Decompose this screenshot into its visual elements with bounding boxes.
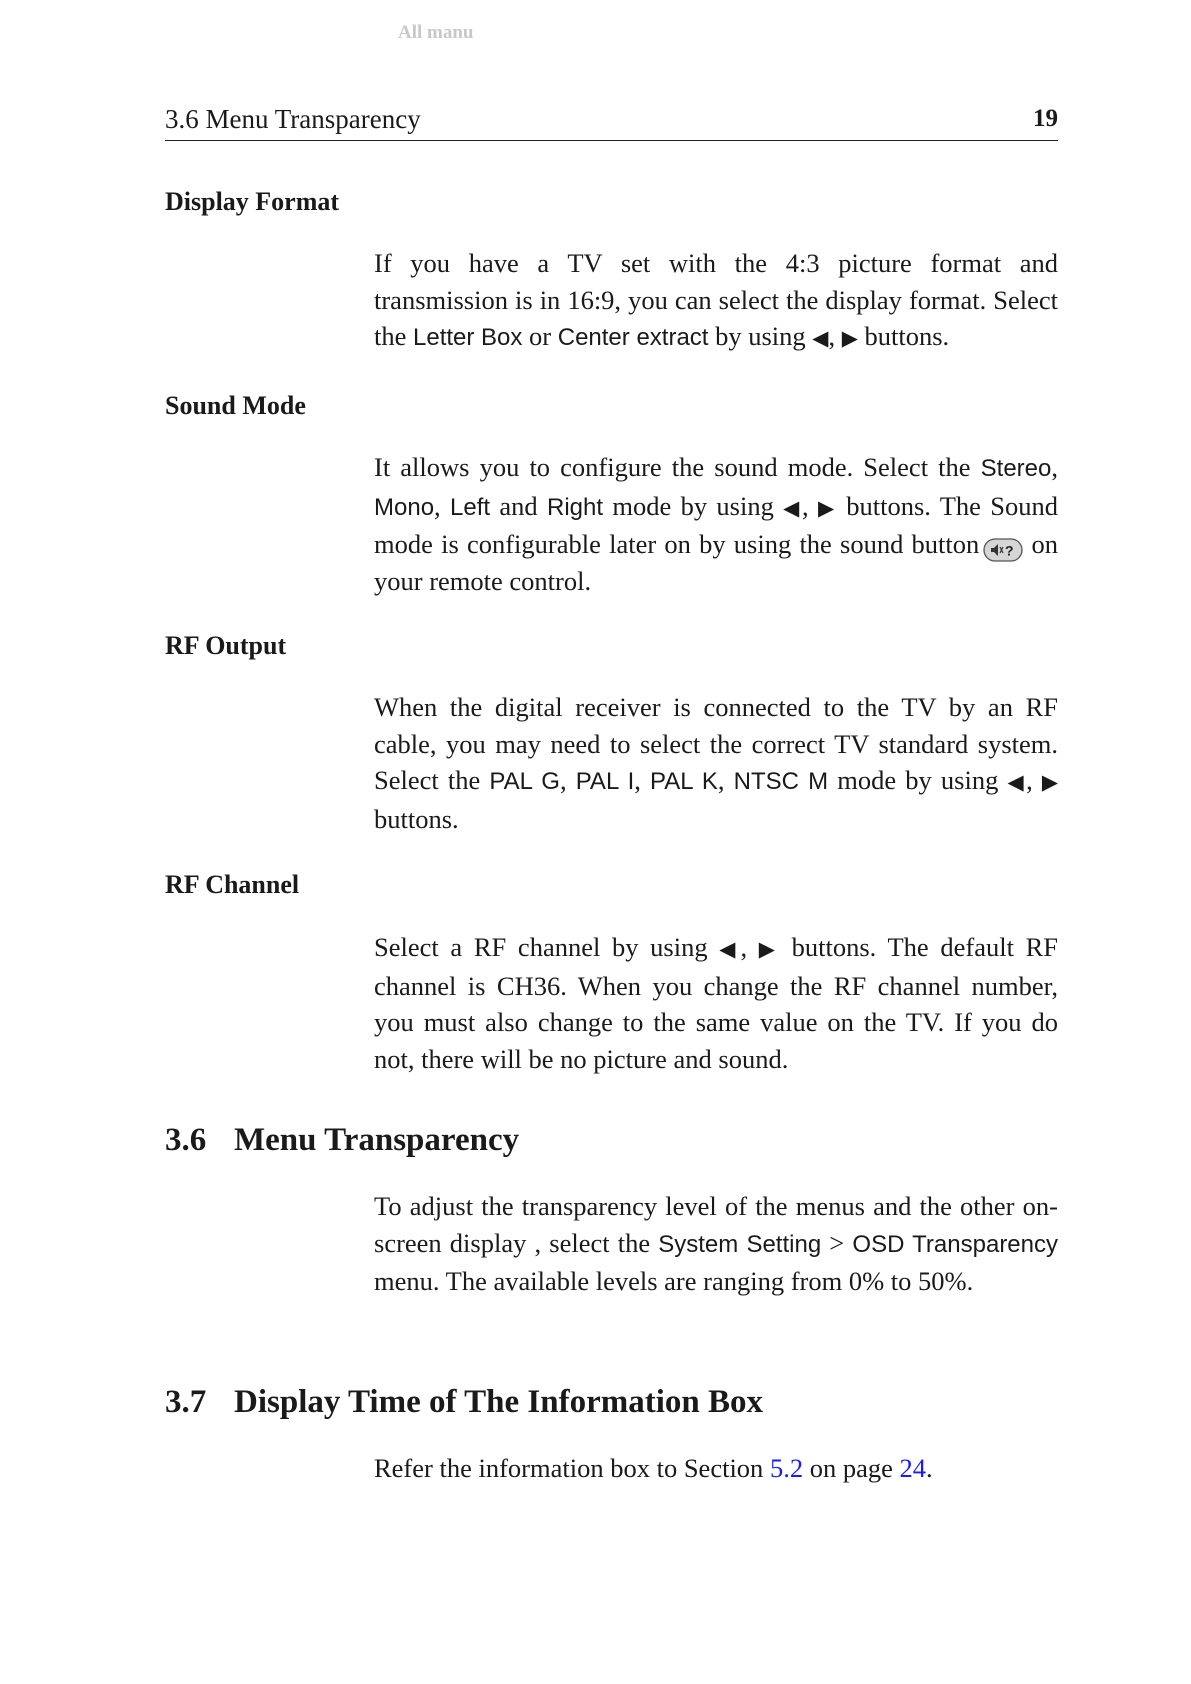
sound-button-icon <box>983 535 1023 559</box>
left-arrow-icon: ◀ <box>1007 770 1027 794</box>
text: To adjust the transparency level of the menus and the other on-screen display , select the <box>374 1191 1058 1258</box>
menu-transparency-paragraph <box>374 1188 1058 1300</box>
sound-mode-label: Sound Mode <box>165 391 306 420</box>
right-arrow-icon: ▶ <box>818 495 837 520</box>
section-title: Menu Transparency <box>234 1122 520 1158</box>
page-link[interactable]: 24 <box>899 1453 926 1483</box>
text: , <box>740 932 759 962</box>
option-pal-g: PAL G <box>489 768 560 795</box>
running-header-title: 3.6 Menu Transparency <box>165 104 421 134</box>
text: , <box>828 321 842 351</box>
left-arrow-icon: ◀ <box>783 495 803 520</box>
right-arrow-icon: ▶ <box>758 937 780 961</box>
text: When the digital receiver is connected to the TV by an RF cable, you may need to select the correct TV standard system. Select the <box>374 692 1058 795</box>
text: buttons. The Sound mode is configurable later on by using the sound button <box>374 490 1059 559</box>
section-link[interactable]: 5.2 <box>769 1453 804 1483</box>
text: , <box>434 490 451 521</box>
sound-mode-paragraph <box>374 449 1058 599</box>
text: buttons. The default RF channel is CH36. When you change the RF channel number, you must also change to the same value on the TV. If you do not, there will be no picture and sound. <box>374 932 1059 1074</box>
text: menu. The available levels are ranging from 0% to 50%. <box>374 1266 974 1296</box>
text: Refer the information box to Section <box>374 1453 770 1483</box>
section-heading-3-6 <box>165 1120 519 1160</box>
text: , <box>717 765 734 795</box>
section-number: 3.7 <box>165 1384 207 1420</box>
information-box-paragraph <box>374 1450 1058 1487</box>
option-pal-i: PAL I <box>575 768 635 795</box>
menu-system-setting: System Setting <box>658 1230 822 1258</box>
text: If you have a TV set with the 4:3 picture format and transmission is in 16:9, you can select the display format. Select the <box>374 248 1058 351</box>
option-stereo: Stereo <box>980 455 1052 482</box>
rf-channel-paragraph <box>374 929 1058 1077</box>
rf-output-label: RF Output <box>165 631 287 660</box>
right-arrow-icon: ▶ <box>1041 770 1059 794</box>
option-pal-k: PAL K <box>650 768 718 795</box>
option-ntsc-m: NTSC M <box>733 768 829 795</box>
text: , <box>1051 452 1058 482</box>
svg-text:?: ? <box>1005 542 1014 559</box>
text: by using <box>708 321 813 351</box>
text: on page <box>803 1453 900 1483</box>
display-format-label: Display Format <box>165 187 340 216</box>
display-format-paragraph <box>374 245 1058 357</box>
text: or <box>522 321 558 351</box>
text: Select a RF channel by using <box>374 932 720 962</box>
section-number: 3.6 <box>165 1122 207 1158</box>
rf-output-paragraph <box>374 689 1058 837</box>
section-title: Display Time of The Information Box <box>234 1384 763 1420</box>
left-arrow-icon: ◀ <box>812 326 829 350</box>
rf-channel-label: RF Channel <box>165 870 300 899</box>
text: mode by using <box>603 490 784 521</box>
text: , <box>634 765 651 795</box>
text: , <box>802 490 819 521</box>
option-right: Right <box>546 493 604 521</box>
running-header <box>165 104 1058 141</box>
menu-osd-transparency: OSD Transparency <box>852 1230 1059 1258</box>
left-arrow-icon: ◀ <box>719 937 741 961</box>
option-left: Left <box>450 493 491 521</box>
text: > <box>821 1227 853 1258</box>
page-number: 19 <box>1033 105 1058 132</box>
text: . <box>925 1453 933 1483</box>
text: , <box>559 765 576 795</box>
text: and <box>490 490 547 521</box>
option-center-extract: Center extract <box>557 324 709 351</box>
text: buttons. <box>374 803 459 834</box>
option-mono: Mono <box>374 493 435 521</box>
option-letter-box: Letter Box <box>413 324 523 351</box>
watermark: All manu <box>398 22 474 43</box>
right-arrow-icon: ▶ <box>841 326 858 350</box>
text: buttons. <box>857 321 950 351</box>
section-heading-3-7 <box>165 1382 763 1422</box>
text: , <box>1026 765 1042 795</box>
text: on your remote control. <box>374 529 1059 596</box>
text: mode by using <box>828 765 1008 795</box>
text: It allows you to configure the sound mode. Select the <box>374 452 981 482</box>
